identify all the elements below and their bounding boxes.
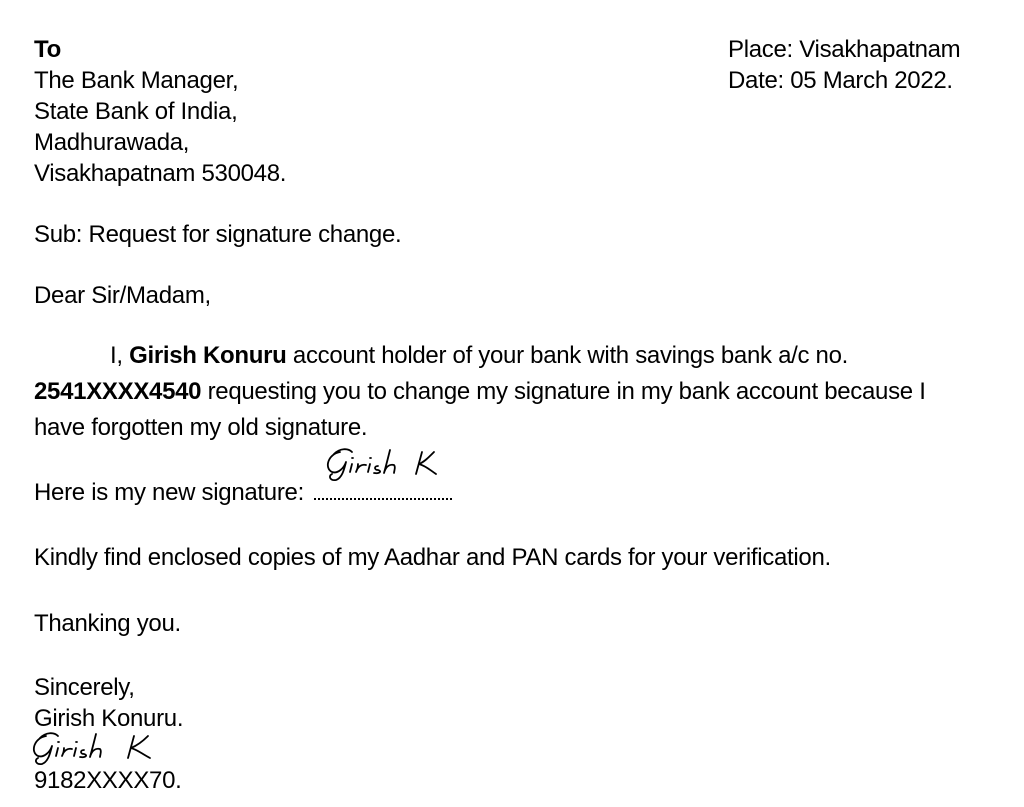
body-intro: I, — [110, 342, 130, 369]
sender-phone: 9182XXXX70. — [34, 767, 182, 794]
signature-dotted-field — [314, 484, 452, 500]
place-date-block — [728, 34, 960, 96]
salutation: Dear Sir/Madam, — [34, 282, 211, 309]
signature-line — [34, 477, 452, 508]
recipient-line-2: State Bank of India, — [34, 98, 238, 125]
body-paragraph — [34, 340, 996, 448]
enclosure-note: Kindly find enclosed copies of my Aadhar and PAN cards for your verification. — [34, 544, 831, 571]
closing-text: Sincerely, — [34, 674, 135, 701]
body-text-2: requesting you to change my signature in my bank account because I — [201, 378, 926, 405]
recipient-line-4: Visakhapatnam 530048. — [34, 160, 287, 187]
new-signature-image — [318, 444, 458, 484]
body-text-1: account holder of your bank with savings bank a/c no. — [286, 342, 849, 369]
account-holder-name: Girish Konuru — [129, 342, 287, 369]
recipient-address-block — [34, 34, 286, 189]
thanks-line: Thanking you. — [34, 610, 181, 637]
signature-prompt: Here is my new signature: — [34, 479, 311, 506]
body-line-2 — [34, 376, 996, 412]
sender-signature-image — [24, 728, 174, 768]
closing-block — [34, 672, 183, 734]
date-text: Date: 05 March 2022. — [728, 67, 953, 94]
account-number: 2541XXXX4540 — [34, 378, 202, 405]
place-text: Place: Visakhapatnam — [728, 36, 961, 63]
sender-name: Girish Konuru. — [34, 705, 184, 732]
to-heading: To — [34, 36, 61, 63]
body-line-3: have forgotten my old signature. — [34, 414, 368, 441]
subject-line: Sub: Request for signature change. — [34, 221, 402, 248]
recipient-line-1: The Bank Manager, — [34, 67, 239, 94]
body-line-1 — [34, 340, 996, 376]
recipient-line-3: Madhurawada, — [34, 129, 190, 156]
